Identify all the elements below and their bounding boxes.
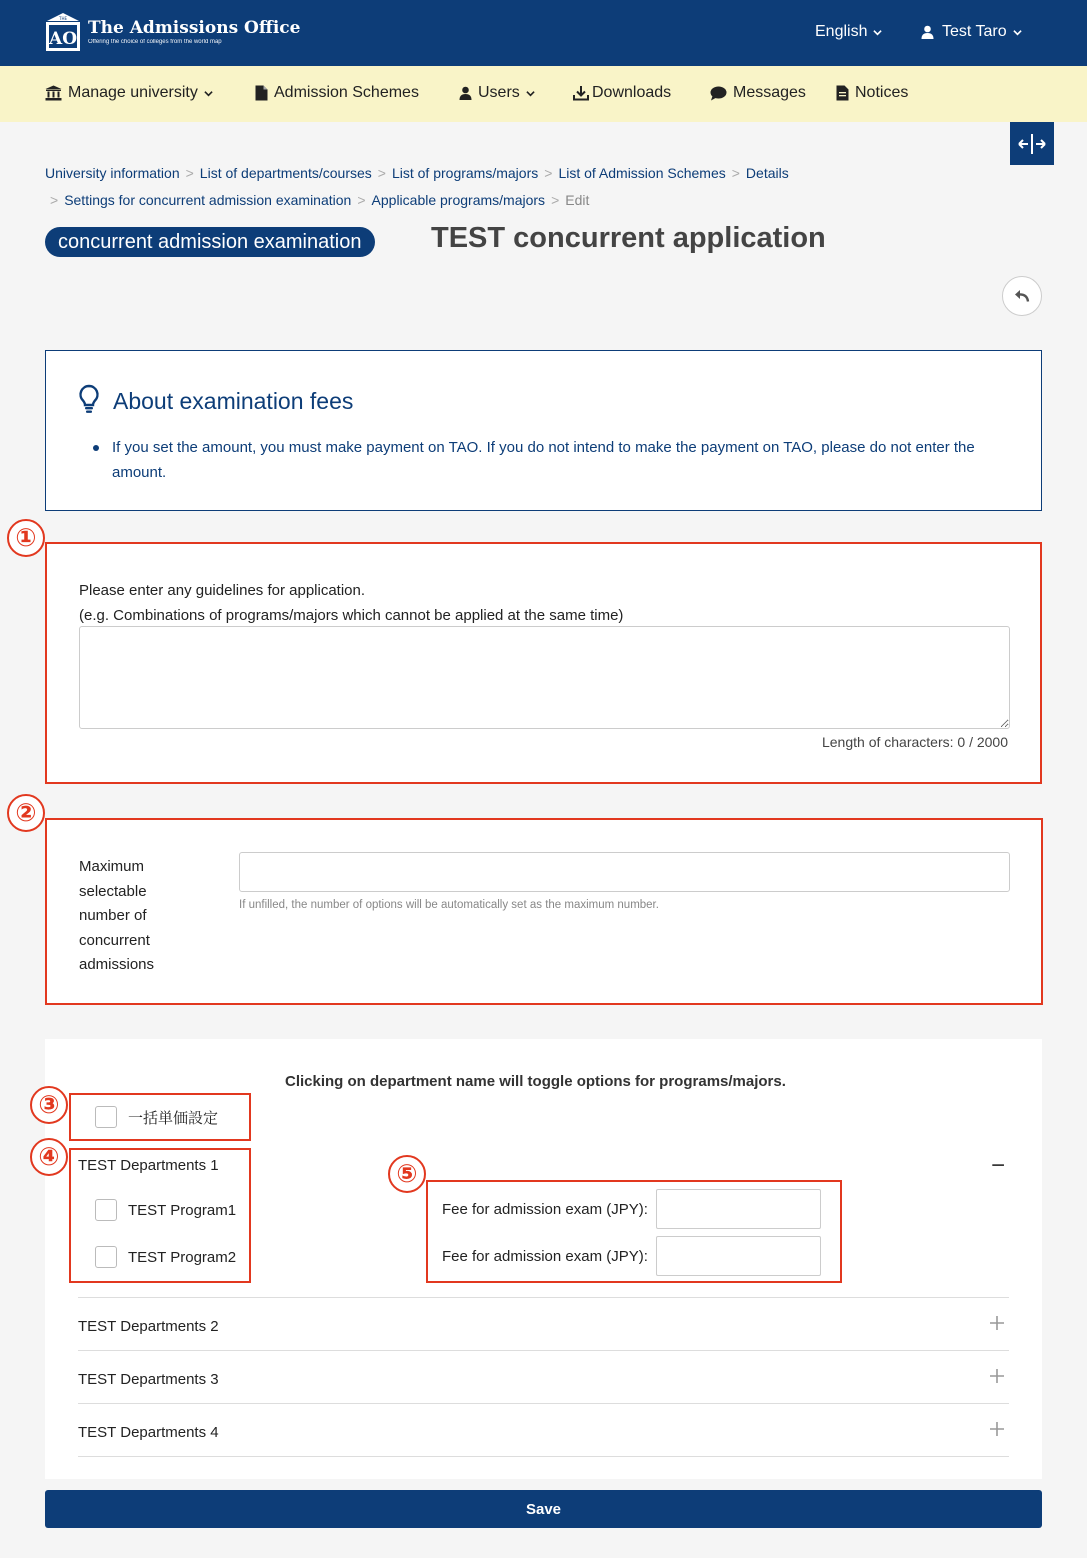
max-selectable-section — [45, 818, 1043, 1005]
fee-label: Fee for admission exam (JPY): — [442, 1247, 648, 1265]
fee-row — [442, 1189, 821, 1229]
user-dropdown[interactable] — [921, 23, 1022, 41]
logo-title: The Admissions Office — [88, 18, 301, 38]
annotation-marker-3: ③ — [30, 1086, 68, 1124]
breadcrumb-link[interactable]: List of Admission Schemes — [558, 165, 726, 181]
breadcrumb-link[interactable]: List of departments/courses — [199, 165, 372, 181]
toggle-note: Clicking on department name will toggle options for programs/majors. — [285, 1073, 786, 1090]
breadcrumb-link[interactable]: Applicable programs/majors — [371, 192, 546, 208]
user-icon — [459, 86, 472, 100]
lightbulb-icon — [78, 384, 100, 414]
department-name: TEST Departments 2 — [78, 1318, 219, 1335]
fee-input[interactable] — [656, 1189, 821, 1229]
department-name: TEST Departments 4 — [78, 1424, 219, 1441]
fee-label: Fee for admission exam (JPY): — [442, 1200, 648, 1218]
breadcrumb-current: Edit — [565, 192, 590, 208]
info-bullet — [112, 435, 1017, 485]
chevron-down-icon — [526, 89, 535, 98]
breadcrumb-link[interactable]: List of programs/majors — [391, 165, 539, 181]
breadcrumb — [45, 160, 875, 214]
logo[interactable] — [45, 12, 300, 52]
bullet-dot — [93, 445, 99, 451]
breadcrumb-link[interactable]: Settings for concurrent admission examination — [64, 192, 352, 208]
chevron-down-icon — [1013, 28, 1022, 37]
breadcrumb-link[interactable]: Details — [745, 165, 789, 181]
language-dropdown[interactable] — [815, 23, 882, 41]
max-selectable-input[interactable] — [239, 852, 1010, 892]
reply-arrow-icon — [1014, 289, 1030, 303]
university-icon — [45, 85, 62, 101]
program-checkboxes-section — [69, 1148, 251, 1283]
nav-label: Admission Schemes — [274, 84, 419, 101]
chat-icon — [710, 86, 727, 101]
info-title: About examination fees — [113, 388, 354, 414]
program-checkbox-row[interactable] — [95, 1246, 236, 1268]
guidelines-label-line2: (e.g. Combinations of programs/majors which cannot be applied at the same time) — [79, 607, 624, 624]
breadcrumb-separator: > — [377, 165, 386, 181]
main-nav — [0, 66, 1087, 122]
breadcrumb-separator: > — [185, 165, 194, 181]
save-button[interactable]: Save — [45, 1490, 1042, 1528]
fee-section — [426, 1180, 842, 1283]
department-row[interactable] — [78, 1403, 1009, 1456]
program-checkbox[interactable] — [95, 1246, 117, 1268]
bulk-price-checkbox[interactable] — [95, 1106, 117, 1128]
back-button[interactable] — [1002, 276, 1042, 316]
annotation-marker-4: ④ — [30, 1138, 68, 1176]
max-selectable-label: Maximum selectable number of concurrent admissions — [79, 858, 155, 973]
program-checkbox[interactable] — [95, 1199, 117, 1221]
breadcrumb-link[interactable]: University information — [45, 165, 180, 181]
download-icon — [573, 85, 589, 101]
divider — [78, 1456, 1009, 1457]
bulk-price-checkbox-row[interactable] — [95, 1106, 218, 1128]
info-bullet-text: If you set the amount, you must make payment on TAO. If you do not intend to make the payment on TAO, please do not enter the amount. — [112, 439, 975, 481]
annotation-marker-2: ② — [7, 794, 45, 832]
annotation-marker-5: ⑤ — [388, 1155, 426, 1193]
breadcrumb-separator: > — [50, 192, 59, 208]
logo-mark — [45, 12, 81, 52]
department-row[interactable] — [78, 1297, 1009, 1350]
collapse-minus-icon[interactable]: − — [991, 1152, 1006, 1179]
department-row[interactable] — [78, 1350, 1009, 1403]
nav-downloads[interactable] — [573, 84, 671, 102]
toggle-width-button[interactable] — [1010, 122, 1054, 165]
notice-icon — [836, 85, 849, 101]
user-icon — [921, 25, 934, 39]
nav-notices[interactable] — [836, 84, 908, 102]
bulk-price-section — [69, 1093, 251, 1141]
guidelines-textarea[interactable] — [79, 626, 1010, 729]
guidelines-section — [45, 542, 1042, 784]
max-selectable-hint: If unfilled, the number of options will be automatically set as the maximum number. — [239, 899, 659, 911]
char-count: Length of characters: 0 / 2000 — [821, 734, 1008, 750]
program-label: TEST Program1 — [128, 1201, 237, 1219]
expand-plus-icon[interactable] — [989, 1421, 1005, 1437]
nav-label: Messages — [733, 84, 806, 101]
nav-label: Notices — [855, 84, 909, 101]
page-title: TEST concurrent application — [431, 222, 826, 254]
department-name: TEST Departments 1 — [78, 1157, 219, 1174]
expand-plus-icon[interactable] — [989, 1368, 1005, 1384]
breadcrumb-separator: > — [731, 165, 740, 181]
program-checkbox-row[interactable] — [95, 1199, 236, 1221]
breadcrumb-separator: > — [357, 192, 366, 208]
fee-input[interactable] — [656, 1236, 821, 1276]
expand-horizontal-icon — [1017, 133, 1047, 155]
program-label: TEST Program2 — [128, 1248, 237, 1266]
document-icon — [255, 85, 268, 101]
user-name: Test Taro — [942, 23, 1007, 40]
nav-manage-university[interactable] — [45, 84, 213, 102]
nav-messages[interactable] — [710, 84, 806, 102]
nav-admission-schemes[interactable] — [255, 84, 419, 102]
bulk-price-label: 一括単価設定 — [128, 1109, 219, 1127]
language-label: English — [815, 23, 868, 40]
chevron-down-icon — [873, 28, 882, 37]
logo-mark-text: AO — [49, 29, 77, 49]
breadcrumb-separator: > — [551, 192, 560, 208]
nav-label: Manage university — [68, 84, 198, 101]
fee-row — [442, 1236, 821, 1276]
expand-plus-icon[interactable] — [989, 1315, 1005, 1331]
nav-users[interactable] — [459, 84, 535, 102]
guidelines-label-line1: Please enter any guidelines for application. — [79, 582, 366, 599]
breadcrumb-separator: > — [544, 165, 553, 181]
exam-type-badge: concurrent admission examination — [45, 227, 375, 257]
logo-mark-small-text: THE — [59, 16, 67, 21]
nav-label: Users — [478, 84, 520, 101]
nav-label: Downloads — [592, 84, 672, 101]
fee-info-box — [45, 350, 1042, 511]
logo-subtitle: Offering the choice of colleges from the world map — [88, 39, 222, 45]
guidelines-label — [79, 578, 623, 628]
top-header — [0, 0, 1087, 66]
chevron-down-icon — [204, 89, 213, 98]
department-name: TEST Departments 3 — [78, 1371, 219, 1388]
annotation-marker-1: ① — [7, 519, 45, 557]
